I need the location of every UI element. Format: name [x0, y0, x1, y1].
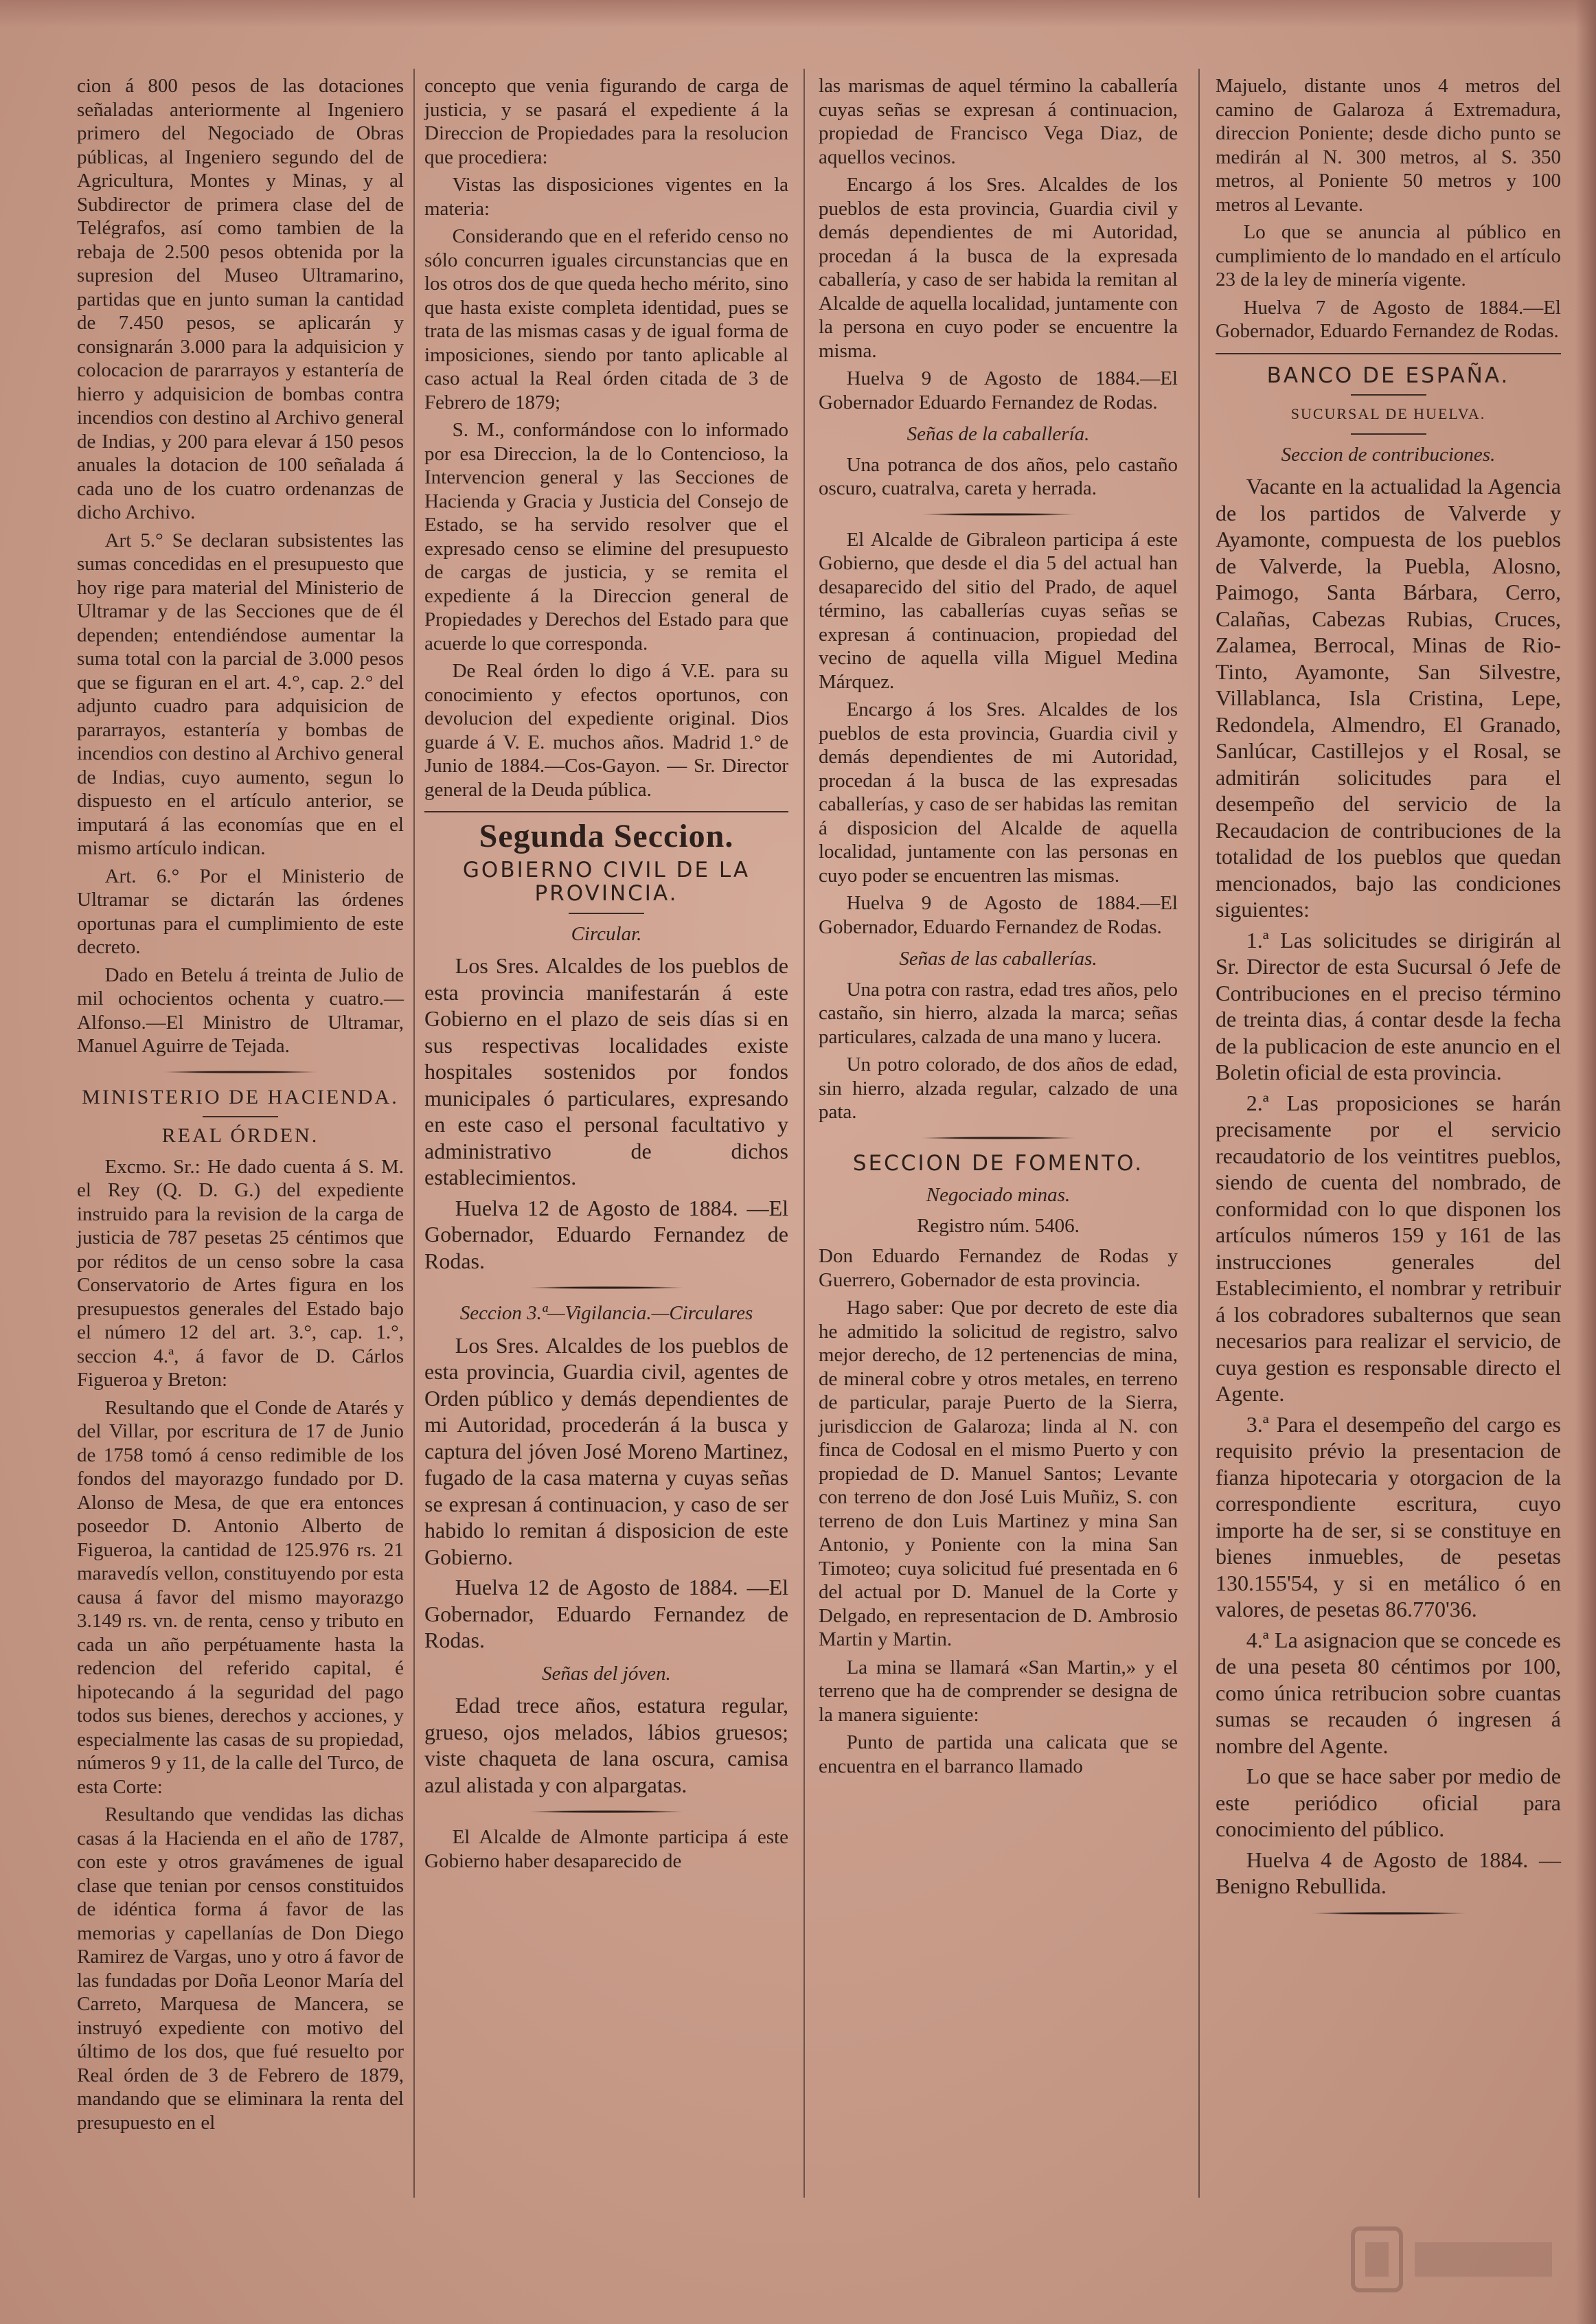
paragraph: Vacante en la actualidad la Agencia de los partidos de Valverde y Ayamonte, compuesta de los pueblos de Valverde, la Puebla, Alosno, Paimogo, Santa Bárbara, Cerro, Calañas, Cabezas Rubias, Cruces, Zalamea, Berrocal, Minas de Rio-Tinto, Ayamonte, San Silvestre, Villablanca, Isla Cristina, Lepe, Redondela, Almendro, El Granado, Sanlúcar, Castillejos y el Rosal, se admitirán solicitudes para el desempeño del servicio de la Recaudacion de contribuciones de la totalidad de los pueblos que quedan mencionados, bajo las condiciones siguientes:	[1216, 474, 1561, 922]
paragraph: El Alcalde de Almonte participa á este Gobierno haber desaparecido de	[424, 1826, 788, 1872]
paragraph: Hago saber: Que por decreto de este dia he admitido la solicitud de registro, salvo mejor derecho, de 12 pertenencias de mina, de mineral cobre y otros metales, en terreno de particular, paraje Puerto de la Sierra, jurisdiccion de Galaroza; linda al N. con finca de Codosal en el mismo Puerto y con propiedad de D. Manuel Santos; Levante con terreno de don José Luis Muñiz, S. con terreno de don Luis Martinez y mina San Antonio, y Poniente con la mina San Timoteo; cuya solicitud fué presentada en 6 del actual por D. Manuel de la Corte y Delgado, en representacion de D. Ambrosio Martin y Martin.	[819, 1297, 1178, 1650]
paragraph: cion á 800 pesos de las dotaciones señaladas anteriormente al Ingeniero primero del Negociado de Obras públicas, al Ingeniero segundo del de Agricultura, Montes y Minas, y al Subdirector de primera clase del de Telégrafos, así como tambien de la rebaja de 2.500 pesos obtenida por la supresion del Museo Ultramarino, partidas que en junto suman la cantidad de 7.450 pesos, se aplicarán y consignarán 3.000 para la adquisicion y colocacion de pararrayos y estantería de hierro y adquisicion de bombas contra incendios con destino al Archivo general de Indias, y 200 para elevar á 150 pesos anuales la dotacion de 100 señalada á cada uno de los cuatro ordenanzas de dicho Archivo.	[77, 75, 404, 523]
paragraph: Art 5.° Se declaran subsistentes las sumas concedidas en el presupuesto que hoy rige para material del Ministerio de Ultramar y de las Secciones que de él dependen; entendiéndose aumentar la suma total con la parcial de 3.000 pesos que se figuran en el art. 4.°, cap. 2.° del adjunto cuadro para adquisicion de pararrayos, estantería y bombas de incendios con destino al Archivo general de Indias, cuyo aumento, segun lo dispuesto en el artículo anterior, se imputará á las economías que en el mismo artículo indican.	[77, 529, 404, 859]
subsection-heading: Seccion 3.ª—Vigilancia.—Circulares	[459, 1302, 753, 1324]
column-2	[424, 74, 788, 1877]
paragraph: S. M., conformándose con lo informado por esa Direccion, la de lo Contencioso, la Intervencion general y las Secciones de Hacienda y Gracia y Justicia del Consejo de Estado, se ha servido resolver que el expresado censo se elimine del presupuesto de cargas de justicia, y se remita el expediente á la Direccion general de Propiedades y Derechos del Estado para que acuerde lo que corresponda.	[424, 419, 788, 654]
ornament-divider	[161, 1071, 319, 1073]
section-rule	[424, 811, 788, 812]
paragraph: concepto que venia figurando de carga de justicia, y se pasará el expediente á la Direccion de Propiedades para la resolucion que procediera:	[424, 75, 788, 168]
paragraph: 3.ª Para el desempeño del cargo es requisito prévio la presentacion de fianza hipotecaria y otorgacion de la correspondiente escritura, cuyo importe ha de ser, si se constituye en bienes inmuebles, de pesetas 130.155'54, y si en metálico ó en valores, de pesetas 86.770'36.	[1216, 1411, 1561, 1621]
ornament-divider	[1310, 1912, 1468, 1915]
paragraph: Los Sres. Alcaldes de los pueblos de esta provincia, Guardia civil, agentes de Orden público y demás dependientes de mi Autoridad, procederán á la busca y captura del jóven José Moreno Martinez, fugado de la casa materna y cuyas señas se expresan á continuacion, y caso de ser habido lo remitan á disposicion de este Gobierno.	[424, 1332, 788, 1569]
paragraph: Huelva 12 de Agosto de 1884. —El Gobernador, Eduardo Fernandez de Rodas.	[424, 1195, 788, 1273]
paragraph: Considerando que en el referido censo no sólo concurren iguales circunstancias que en los otros dos de que queda hecho mérito, sino que hasta existe completa identidad, pues se trata de las mismas casas y de igual forma de imposiciones, siendo por tanto aplicable al caso actual la Real órden citada de 3 de Febrero de 1879;	[424, 225, 788, 413]
paragraph: Punto de partida una calicata que se encuentra en el barranco llamado	[819, 1731, 1178, 1777]
paragraph: Un potro colorado, de dos años de edad, sin hierro, alzada regular, calzado de una pata.	[819, 1053, 1178, 1123]
paragraph: las marismas de aquel término la caballería cuyas señas se expresan á continuacion, propiedad de Francisco Vega Diaz, de aquellos vecinos.	[819, 75, 1178, 168]
short-rule	[569, 913, 644, 914]
subsection-heading: Negociado minas.	[926, 1184, 1071, 1206]
short-rule	[1351, 394, 1426, 396]
subsection-heading: REAL ÓRDEN.	[161, 1124, 319, 1147]
registry-number: Registro núm. 5406.	[917, 1214, 1080, 1237]
paragraph: Huelva 12 de Agosto de 1884. —El Gobernador, Eduardo Fernandez de Rodas.	[424, 1575, 788, 1652]
subsection-heading: Señas del jóven.	[542, 1662, 671, 1685]
paragraph: Vistas las disposiciones vigentes en la materia:	[424, 174, 788, 220]
section-rule	[1216, 353, 1561, 354]
short-rule	[203, 1116, 278, 1117]
paragraph: 4.ª La asignacion que se concede es de una peseta 80 céntimos por 100, como única retribucion sobre cuantas sumas se recauden ó ingresen á nombre del Agente.	[1216, 1627, 1561, 1758]
column-divider	[413, 69, 415, 2198]
paragraph: Art. 6.° Por el Ministerio de Ultramar se dictarán las órdenes oportunas para el cumplimiento de este decreto.	[77, 865, 404, 958]
ornament-divider	[920, 513, 1078, 516]
section-heading: SECCION DE FOMENTO.	[852, 1150, 1144, 1176]
paragraph: Don Eduardo Fernandez de Rodas y Guerrero, Gobernador de esta provincia.	[819, 1245, 1178, 1291]
page-edge-shadow	[1575, 0, 1596, 2324]
paragraph: Encargo á los Sres. Alcaldes de los pueblos de esta provincia, Guardia civil y demás dependientes de mi Autoridad, procedan á la busca de la expresada caballería, y caso de ser habida la remitan al Alcalde de aquella localidad, juntamente con la persona en cuyo poder se encuentre la misma.	[819, 174, 1178, 362]
subsection-heading: Seccion de contribuciones.	[1281, 443, 1496, 466]
paragraph: Edad trece años, estatura regular, grueso, ojos melados, lábios gruesos; viste chaqueta de lana oscura, camisa azul alistada y con alpargatas.	[424, 1693, 788, 1797]
short-rule	[1351, 433, 1426, 435]
subsection-heading: Circular.	[571, 922, 642, 945]
paragraph: De Real órden lo digo á V.E. para su conocimiento y efectos oportunos, con devolucion del expediente original. Dios guarde á V. E. muchos años. Madrid 1.° de Junio de 1884.—Cos-Gayon. — Sr. Director general de la Deuda pública.	[424, 660, 788, 801]
column-divider	[803, 69, 805, 2198]
paragraph: Lo que se hace saber por medio de este periódico oficial para conocimiento del público.	[1216, 1764, 1561, 1841]
ornament-divider	[527, 1286, 685, 1289]
paragraph: Majuelo, distante unos 4 metros del camino de Galaroza á Extremadura, direccion Poniente; desde dicho punto se medirán al N. 300 metros, al S. 350 metros, al Poniente 50 metros y 100 metros al Levante.	[1216, 75, 1561, 216]
paragraph: Huelva 9 de Agosto de 1884.—El Gobernador, Eduardo Fernandez de Rodas.	[819, 892, 1178, 938]
paragraph: Huelva 9 de Agosto de 1884.—El Gobernador Eduardo Fernandez de Rodas.	[819, 367, 1178, 413]
paragraph: 2.ª Las proposiciones se harán precisamente por el servicio recaudatorio de los veintitres pueblos, siendo de cuenta del nombrado, de conformidad con lo que disponen los artículos números 159 y 161 de las instrucciones generales del Establecimiento, el nombrar y retribuir á los cobradores subalternos que sean necesarios para realizar el servicio, de cuya gestion es responsable directo el Agente.	[1216, 1090, 1561, 1406]
paragraph: Huelva 7 de Agosto de 1884.—El Gobernador, Eduardo Fernandez de Rodas.	[1216, 296, 1561, 342]
paragraph: Una potra con rastra, edad tres años, pelo castaño, sin hierro, alzada la marca; señas particulares, calzada de una mano y lucera.	[819, 978, 1178, 1048]
paragraph: Excmo. Sr.: He dado cuenta á S. M. el Rey (Q. D. G.) del expediente instruido para la revision de la carga de justicia de 787 pesetas 25 céntimos que por réditos de un censo sobre la casa Conservatorio de Artes figura en los presupuestos generales del Estado bajo el número 12 del art. 3.°, cap. 1.°, seccion 4.ª, á favor de D. Cárlos Figueroa y Breton:	[77, 1155, 404, 1391]
page-edge-shadow	[0, 0, 1596, 27]
library-watermark-logo	[1339, 2215, 1566, 2304]
ornament-divider	[527, 1810, 685, 1813]
paragraph: Resultando que el Conde de Atarés y del Villar, por escritura de 17 de Junio de 1758 tomó á censo redimible de los fondos del mayorazgo fundado por D. Alonso de Mesa, de que era entonces poseedor D. Antonio Alberto de Figueroa, la cantidad de 125.976 rs. 21 maravedís vellon, constituyendo por esta causa á favor del mismo mayorazgo 3.149 rs. vn. de renta, censo y tributo en cada un año perpétuamente hasta la redencion del referido capital, é hipotecando á la seguridad del pago todos sus bienes, derechos y acciones, y especialmente las casas de su propiedad, números 9 y 11, de la calle del Turco, de esta Corte:	[77, 1396, 404, 1798]
column-divider	[1198, 69, 1200, 2198]
subsection-heading: Señas de la caballería.	[907, 423, 1090, 445]
paragraph: Encargo á los Sres. Alcaldes de los pueblos de esta provincia, Guardia civil y demás dependientes de mi Autoridad, procedan á la busca de las expresadas caballerías, y caso de ser habidas las remitan á disposicion del Alcalde de aquella localidad, juntamente con las personas en cuyo poder se encuentren las mismas.	[819, 698, 1178, 887]
paragraph: La mina se llamará «San Martin,» y el terreno que ha de comprender se designa de la manera siguiente:	[819, 1656, 1178, 1726]
paragraph: 1.ª Las solicitudes se dirigirán al Sr. Director de esta Sucursal ó Jefe de Contribuciones en el preciso término de treinta dias, á contar desde la fecha de la publicacion de este anuncio en el Boletin oficial de esta provincia.	[1216, 927, 1561, 1084]
ornament-divider	[920, 1137, 1078, 1139]
subsection-heading: SUCURSAL DE HUELVA.	[1290, 405, 1486, 422]
paragraph: Lo que se anuncia al público en cumplimiento de lo mandado en el artículo 23 de la ley de minería vigente.	[1216, 221, 1561, 290]
paragraph: Una potranca de dos años, pelo castaño oscuro, cuatralva, careta y herrada.	[819, 453, 1178, 499]
section-heading: BANCO DE ESPAÑA.	[1266, 363, 1510, 388]
paragraph: Los Sres. Alcaldes de los pueblos de esta provincia manifestarán á este Gobierno en el plazo de seis días si en sus respectivas localidades existe hospitales sostenidos por fondos municipales ó particulares, expresando en este caso el personal facultativo y administrativo de dichos establecimientos.	[424, 953, 788, 1189]
column-4	[1216, 74, 1561, 1927]
section-heading: GOBIERNO CIVIL DE LA PROVINCIA.	[462, 857, 751, 906]
section-heading: MINISTERIO DE HACIENDA.	[82, 1085, 399, 1108]
paragraph: Resultando que vendidas las dichas casas á la Hacienda en el año de 1787, con este y otros gravámenes de igual clase que tenian por censos constituidos de idéntica forma á favor de las memorias y capellanías de Don Diego Ramirez de Vargas, uno y otro á favor de las fundadas por Doña Leonor María del Carreto, Marquesa de Mancera, se instruyó expediente con motivo del último de los dos, que fué resuelto por Real órden de 3 de Febrero de 1879, mandando que se eliminara la renta del presupuesto en el	[77, 1803, 404, 2134]
paragraph: Dado en Betelu á treinta de Julio de mil ochocientos ochenta y cuatro.—Alfonso.—El Ministro de Ultramar, Manuel Aguirre de Tejada.	[77, 964, 404, 1057]
column-3	[819, 74, 1178, 1782]
section-title: Segunda Seccion.	[479, 818, 734, 854]
subsection-heading: Señas de las caballerías.	[899, 948, 1097, 970]
paragraph: Huelva 4 de Agosto de 1884. —Benigno Rebullida.	[1216, 1847, 1561, 1898]
paragraph: El Alcalde de Gibraleon participa á este Gobierno, que desde el dia 5 del actual han desaparecido del sitio del Prado, de aquel término, las caballerías cuyas señas se expresan á continuacion, propiedad del vecino de aquella villa Miguel Medina Márquez.	[819, 528, 1178, 693]
column-1	[77, 74, 404, 2139]
